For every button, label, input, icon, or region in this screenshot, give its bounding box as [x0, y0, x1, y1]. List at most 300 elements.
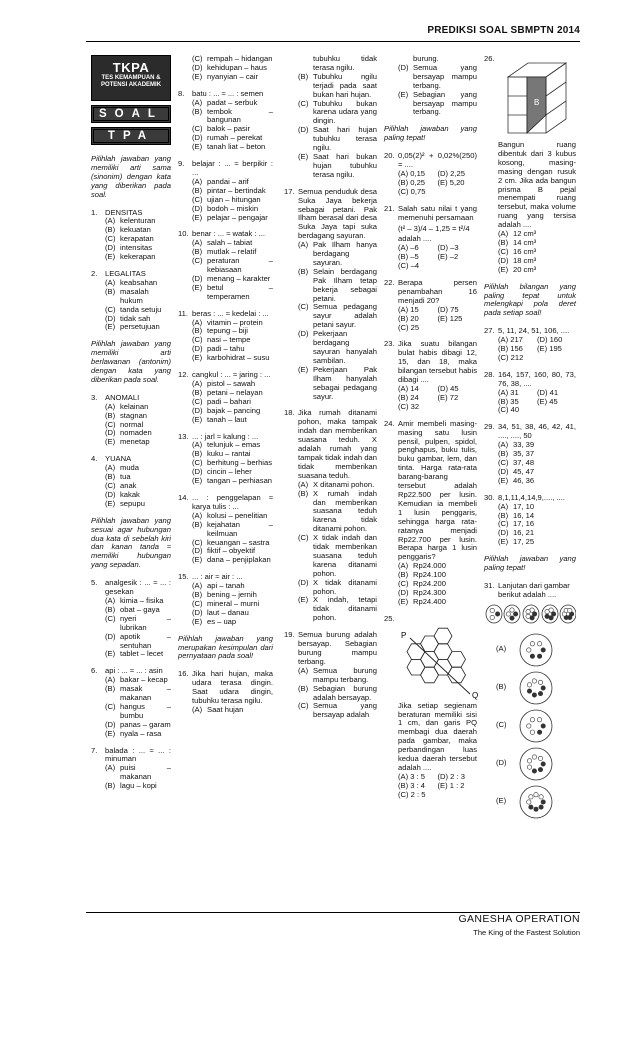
option-left: (A) –6 [398, 243, 419, 253]
option-text: cincin – leher [207, 467, 252, 477]
option-letter: (C) [192, 54, 203, 63]
option-letter: (E) [105, 252, 116, 262]
option-text: Semua pedagang sayur adalah petani sayur. [313, 302, 377, 330]
option-letter: (D) [105, 489, 116, 499]
option-text: Sebagian yang bersayap mampu terbang. [413, 89, 477, 117]
option-text: rempah – hidangan [207, 54, 273, 63]
option [284, 490, 377, 535]
option-left: (C) –4 [398, 261, 420, 271]
question-q27 [484, 327, 576, 363]
option-row [484, 406, 576, 415]
soal-banner: SOAL [91, 105, 171, 123]
option-left: (B) 156 [498, 344, 523, 354]
cube-edge [508, 63, 566, 77]
option-letter: (B) [105, 472, 116, 482]
option-text: X ditanami pohon. [313, 479, 375, 489]
figure-dot [538, 767, 542, 771]
option-letter: (A) [298, 479, 309, 489]
question-q5 [91, 579, 171, 659]
option-letter: (A) [192, 238, 203, 248]
option-letter: (B) [192, 590, 203, 600]
option-letter: (E) [105, 437, 116, 447]
option-right: (E) 5,20 [437, 177, 465, 187]
question-number: 22. [384, 278, 395, 288]
option-letter: (D) [192, 133, 203, 143]
option [284, 100, 377, 127]
option-letter: (B) [398, 570, 409, 580]
option [91, 288, 171, 306]
option-text: Rp24.400 [413, 596, 446, 606]
option-letter: (E) [105, 728, 116, 738]
option-text: nomaden [120, 428, 152, 438]
figure-dot [529, 794, 533, 798]
figure-dot [539, 794, 543, 798]
option-letter: (B) [105, 286, 116, 296]
question-q30 [484, 494, 576, 547]
option-text: fiktif – obyektif [207, 546, 256, 556]
question-text: balada : ... ≈ ... : minuman [105, 745, 171, 764]
figure-dot [541, 648, 545, 652]
option-letter: (B) [498, 510, 509, 520]
option-text: laut – danau [207, 607, 249, 617]
option-text: burung. [413, 54, 439, 63]
question-number: 8. [178, 88, 185, 98]
option-left: (C) 40 [498, 405, 520, 415]
option [284, 73, 377, 100]
question-q10 [178, 230, 273, 301]
figure-dot [527, 724, 531, 728]
option-text: anak [120, 481, 137, 490]
option-text: sepupu [120, 498, 145, 508]
option-right: (D) 2 : 3 [437, 771, 465, 781]
question-text: Semua burung adalah bersayap. Sebagian burung mampu terbang. [298, 630, 377, 666]
question-q18 [284, 409, 377, 623]
option [284, 579, 377, 597]
option-left: (A) 15 [398, 304, 419, 314]
option-left: (B) 24 [398, 392, 419, 402]
figure-dot [527, 765, 531, 769]
line-pq [410, 638, 470, 694]
option-left: (A) 0,15 [398, 168, 426, 178]
question-text: Lanjutan dari gambar berikut adalah .... [498, 580, 570, 599]
figure-dot [537, 730, 541, 734]
option [91, 464, 171, 473]
question-q28 [484, 371, 576, 416]
option-letter: (D) [192, 405, 203, 415]
figure-dot [532, 693, 536, 697]
equation: (t² – 3)/4 – 1,25 = t²/4 [398, 223, 470, 233]
option-letter: (A) [192, 379, 203, 388]
tkpa-badge [91, 55, 171, 101]
option-right: (E) 125 [437, 313, 463, 323]
option-text: Saat hujan [207, 705, 244, 714]
option-text: obat – gaya [120, 604, 160, 614]
option-letter: (D) [105, 313, 116, 323]
option-text: apotik – sentuhan [120, 631, 171, 650]
footer-subtitle: The King of the Fastest Solution [473, 928, 580, 937]
option [384, 91, 477, 118]
option-text: berhitung – berhias [207, 458, 273, 468]
option-right: (D) 75 [437, 304, 459, 314]
option-text: lagu – kopi [120, 781, 157, 791]
tpa-banner: TPA [91, 127, 171, 145]
option-text: Rp24.300 [413, 587, 446, 597]
question-text: Jika rumah ditanami pohon, maka tampak indah dan memberikan suasana teduh. X adalah rumah yang tampak tidak indah dan tidak memberikan suasana teduh. [298, 408, 377, 480]
question-number: 18. [284, 408, 295, 418]
option-letter: (C) [105, 701, 116, 711]
question-text: batu : ... ≈ ... : semen [192, 88, 264, 98]
option-text: kejahatan – keilmuan [207, 519, 273, 538]
question-q7 [91, 747, 171, 792]
question-q11 [178, 310, 273, 363]
option-text: menang – karakter [207, 273, 271, 283]
option-text: Rp24.000 [413, 561, 446, 571]
question-number: 27. [484, 326, 495, 336]
figure-oval [520, 710, 552, 742]
question-stem [384, 615, 477, 624]
question-stem [484, 582, 576, 600]
option-letter: (C) [105, 419, 116, 429]
question-q1 [91, 209, 171, 262]
option [284, 268, 377, 304]
option-text: tubuhku tidak terasa ngilu. [313, 54, 377, 72]
figure-dot [545, 614, 549, 618]
option-text: stagnan [120, 410, 148, 420]
figure-dot [530, 730, 534, 734]
cube-edge [546, 82, 566, 96]
option-text: 16 cm³ [513, 246, 537, 256]
option-letter: (E) [498, 475, 509, 485]
option-text: Semua burung mampu terbang. [313, 665, 377, 684]
question-text: analgesik : ... ≈ ... : gesekan [105, 578, 171, 597]
option [91, 764, 171, 782]
option-letter: (C) [298, 98, 309, 108]
option-letter: (E) [498, 264, 509, 274]
question-number: 13. [178, 431, 189, 441]
option-letter: (E) [498, 537, 509, 547]
option-text: nyeri – lubrikan [120, 613, 171, 632]
question-stem [384, 340, 477, 385]
option-letter: (B) [105, 684, 116, 694]
option-letter: (D) [105, 631, 116, 641]
option-text: X indah, tetapi tidak ditanami pohon. [313, 595, 377, 623]
question-stem [484, 371, 576, 389]
column-2 [178, 55, 273, 723]
question-text: Berapa persen penambahan 16 menjadi 20? [398, 278, 477, 305]
option-letter: (D) [498, 255, 509, 265]
figure-dot [532, 679, 536, 683]
option-letter: (D) [498, 466, 509, 476]
option-letter: (C) [192, 396, 203, 406]
option [178, 284, 273, 302]
question-text: YUANA [105, 454, 132, 464]
option-letter: (D) [298, 577, 309, 587]
option-text: kerapatan [120, 234, 154, 244]
option-letter: (D) [192, 607, 203, 617]
question-q4 [91, 455, 171, 508]
instruction-conclusion: Pilihlah jawaban yang merupakan kesimpulan dari pernyataan pada soal! [178, 633, 273, 661]
option-text: keuangan – sastra [207, 537, 270, 547]
option [384, 64, 477, 91]
question-q20 [384, 152, 477, 197]
option [284, 241, 377, 268]
option-letter: (C) [498, 246, 509, 256]
option [284, 126, 377, 153]
option [484, 266, 576, 275]
figure-oval [520, 748, 552, 780]
option-letter: (B) [192, 106, 203, 116]
question-text: Salah satu nilai t yang memenuhi persamaan [398, 203, 477, 222]
option-text: padi – tahu [207, 344, 245, 354]
question-q19 [284, 631, 377, 720]
point-q-label: Q [472, 690, 479, 700]
question-number: 1. [91, 207, 98, 217]
option-text: masak – makanan [120, 684, 171, 703]
option [284, 303, 377, 330]
option-text: bodoh – miskin [207, 203, 259, 213]
figure-dot [534, 792, 538, 796]
option-letter: (C) [192, 256, 203, 266]
question-stem [284, 188, 377, 241]
option [284, 667, 377, 685]
option-text: 17, 25 [513, 537, 535, 547]
answer-figure-1 [518, 670, 554, 706]
option-letter: (D) [398, 62, 409, 72]
option-letter: (E) [398, 89, 409, 99]
option-text: 37, 48 [513, 458, 535, 467]
option-right [438, 791, 478, 800]
tkpa-title: TKPA [112, 60, 150, 75]
figure-dot [537, 641, 541, 645]
figure-dot [532, 769, 536, 773]
answer-figure-row [484, 745, 576, 783]
option [284, 55, 377, 73]
question-text: ... : jarl ≈ kalung : ... [192, 431, 259, 441]
option-text: bening – jernih [207, 590, 257, 600]
option-text: X rumah indah dan memberikan suasana teduh karena tidak ditanami pohon. [313, 488, 377, 534]
hexagon-cell [448, 651, 466, 667]
option-left: (B) 20 [398, 313, 419, 323]
figure-dot [510, 608, 514, 612]
option-right [537, 354, 576, 363]
option-text: petani – nelayan [207, 387, 263, 397]
question-number: 26. [484, 54, 495, 63]
question-number: 9. [178, 159, 185, 169]
option-letter: (A) [498, 229, 509, 239]
option-text: padi – bahari [207, 396, 251, 406]
figure-dot [532, 755, 536, 759]
option-text: ujian – hitungan [207, 194, 261, 204]
figure-dot [530, 608, 534, 612]
option-text: Semua yang bersayap adalah [313, 701, 377, 720]
option-text: X tidak ditanami pohon. [313, 577, 377, 596]
option-letter: (A) [192, 317, 203, 327]
figure-dot [527, 689, 531, 693]
figure-dot [541, 686, 545, 690]
option-left: (B) 3 : 4 [398, 780, 426, 790]
option-text: intensitas [120, 243, 153, 253]
option [178, 143, 273, 152]
option-text: tablet – lecet [120, 649, 164, 659]
option-text: Tubuhku ngilu terjadi pada saat bukan hari hujan. [313, 71, 377, 99]
option-letter: (B) [192, 185, 203, 195]
figure-dot [551, 612, 555, 616]
figure-dot [490, 615, 494, 619]
option-right: (E) 72 [437, 392, 459, 402]
question-continuation [178, 55, 273, 82]
option-letter: (E) [105, 322, 116, 332]
option-row [384, 403, 477, 412]
option-right: (D) 160 [537, 335, 563, 345]
option-letter: (D) [496, 758, 507, 768]
option-text: 14 cm³ [513, 237, 537, 247]
option-text: nyala – rasa [120, 728, 162, 738]
option-row [384, 188, 477, 197]
option-letter: (E) [105, 498, 116, 508]
option-text: tanah – laut [207, 414, 247, 424]
option-letter: (A) [496, 644, 507, 654]
option-text: Pak Ilham hanya berdagang sayuran. [313, 240, 377, 267]
option-text: tepung – biji [207, 326, 248, 336]
question-text: 34, 51, 38, 46, 42, 41, ...., ...., 50 [498, 422, 576, 441]
page-header-title: PREDIKSI SOAL SBMPTN 2014 [427, 25, 580, 36]
question-number: 3. [91, 392, 98, 402]
option-text: X tidak indah dan tidak memberikan suasana teduh karena ditanami pohon. [313, 533, 377, 578]
tkpa-subtitle: TES KEMAMPUAN & POTENSI AKADEMIK [100, 75, 162, 88]
figure-dot [490, 608, 494, 612]
question-text: 8,1,11,4,14,9,...., .... [498, 492, 565, 502]
question-text: ANOMALI [105, 392, 140, 402]
question-q31 [484, 582, 576, 821]
option-letter: (C) [192, 335, 203, 345]
option-letter [298, 55, 313, 73]
question-q12 [178, 371, 273, 424]
cube-edge [508, 115, 527, 133]
option-letter: (D) [105, 428, 116, 438]
option-row [384, 262, 477, 271]
question-q22 [384, 279, 477, 332]
instruction-analogy: Pilihlah jawaban yang sesuai agar hubungan dua kata di sebelah kiri dan kanan tanda ≈ memiliki hubungan yang sepadan. [91, 515, 171, 570]
question-stem [284, 631, 377, 667]
option-left: (A) 3 : 5 [398, 771, 426, 781]
instruction-series: Pilihlah bilangan yang paling tepat untuk melengkapi pola deret pada setiap soal! [484, 281, 576, 318]
option-text: api – tanah [207, 581, 245, 591]
option-letter: (B) [298, 488, 309, 498]
option-row [384, 324, 477, 333]
figure-dot [527, 758, 531, 762]
figure-dot [526, 614, 530, 618]
option-text: Rp24.200 [413, 579, 446, 589]
option-letter: (B) [298, 71, 309, 81]
option-text: mutlak – relatif [207, 247, 257, 257]
option-text: 33, 39 [513, 440, 535, 450]
option-text: salah – tabiat [207, 238, 253, 248]
option-letter: (D) [192, 546, 203, 556]
cube-edge [546, 101, 566, 133]
option [178, 257, 273, 275]
option-text: tangan – perhiasan [207, 476, 273, 486]
option-letter: (C) [498, 519, 509, 529]
option-left: (A) 31 [498, 387, 519, 397]
figure-dot [541, 724, 545, 728]
column-4 [384, 55, 477, 808]
hexagon-cell [434, 628, 452, 644]
figure-oval [520, 634, 552, 666]
option-text: 45, 47 [513, 466, 535, 476]
option-letter: (B) [298, 683, 309, 693]
option [284, 534, 377, 579]
question-q15 [178, 573, 273, 626]
question-number: 20. [384, 151, 395, 161]
figure-dot [538, 691, 542, 695]
question-number: 25. [384, 613, 395, 623]
option [284, 366, 377, 402]
question-text: cangkul : ... ≈ jaring : ... [192, 370, 271, 380]
option-text: peraturan – kebiasaan [207, 256, 273, 275]
question-q8 [178, 90, 273, 152]
option-letter: (A) [105, 463, 116, 473]
answer-figure-row [484, 783, 576, 821]
option-right [438, 403, 478, 412]
option-right [438, 324, 478, 333]
question-text: benar : ... ≈ watak : ... [192, 229, 265, 239]
option [178, 477, 273, 486]
option-right [438, 262, 478, 271]
option-text: 20 cm³ [513, 264, 537, 274]
option-letter: (A) [192, 510, 203, 520]
option-text: tanah liat – beton [207, 142, 266, 152]
question-stem [178, 494, 273, 512]
option-letter: (A) [192, 440, 203, 450]
option-letter: (B) [192, 519, 203, 529]
option-letter: (C) [398, 579, 409, 589]
option-letter: (E) [105, 649, 116, 659]
figure-dot [541, 800, 545, 804]
question-text: ... : air ≈ air : ... [192, 572, 243, 582]
question-text: Bangun ruang dibentuk dari 3 kubus kosong, masing-masing dengan rusuk 2 cm. Jika ada bangun prisma B pejal menempati ruang tersebut, maka volume ruang yang tersisa adalah .... [498, 140, 576, 230]
option-letter: (E) [192, 476, 203, 486]
option [484, 538, 576, 547]
option [91, 323, 171, 332]
question-q24 [384, 420, 477, 607]
option-letter: (E) [192, 555, 203, 565]
option-letter: (C) [192, 124, 203, 134]
column-3 [284, 55, 377, 728]
question-number: 15. [178, 572, 189, 582]
option [91, 633, 171, 651]
option-text: es – uap [207, 616, 237, 626]
option-letter: (C) [298, 302, 309, 312]
answer-figure-row [484, 631, 576, 669]
figure-dot [538, 680, 542, 684]
question-text: Jika suatu bilangan bulat habis dibagi 12, 15, dan 18, maka bilangan tersebut habis dibagi .... [398, 339, 477, 385]
option-letter: (E) [398, 596, 409, 606]
column-1 [91, 55, 171, 799]
question-continuation [384, 55, 477, 117]
option-letter: (D) [498, 528, 509, 538]
question-text: 5, 11, 24, 51, 106, .... [498, 326, 570, 336]
option-text: 46, 36 [513, 475, 535, 485]
option-text: Sebagian burung adalah bersayap. [313, 683, 377, 702]
question-q13 [178, 433, 273, 486]
option [384, 598, 477, 607]
option-letter: (E) [192, 414, 203, 424]
option-letter: (A) [498, 501, 509, 511]
question-text: beras : ... ≈ kedelai : ... [192, 308, 269, 318]
option-text: Tubuhku bukan karena udara yang dingin. [313, 98, 377, 126]
option [178, 354, 273, 363]
option-letter: (C) [496, 720, 507, 730]
